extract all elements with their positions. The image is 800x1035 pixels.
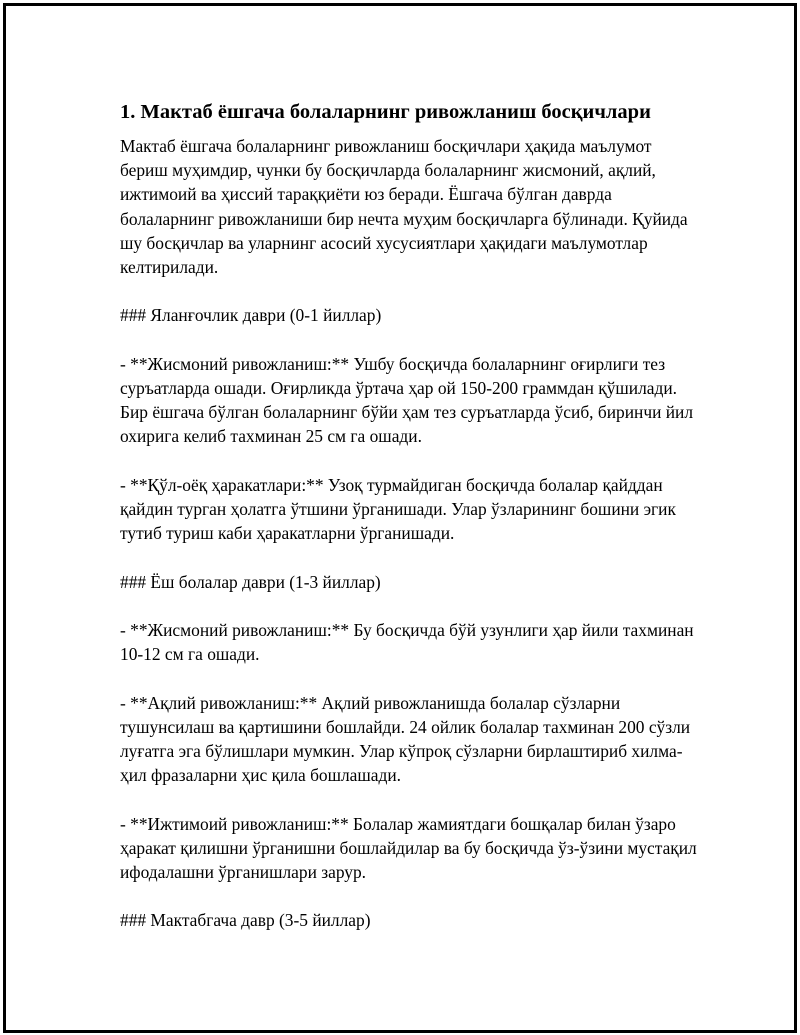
section-heading-preschool: ### Мактабгача давр (3-5 йиллар) — [120, 910, 371, 931]
document-title: 1. Мактаб ёшгача болаларнинг ривожланиш босқичлари — [120, 101, 651, 123]
list-item-physical-development-toddler: - **Жисмоний ривожланиш:** Бу босқичда бўй узунлиги ҳар йили тахминан 10-12 см га ошади. — [120, 619, 694, 665]
list-item-mental-development: - **Ақлий ривожланиш:** Ақлий ривожланишда болалар сўзларни тушунсилаш ва қартишини бошлайди. 24 ойлик болалар тахминан 200 сўзли луғатга эга бўлишлари мумкин. Улар кўпроқ сўзларни бирлаштириб хилма-ҳил фразаларни ҳис қила бошлашади. — [120, 692, 691, 786]
list-item-physical-development: - **Жисмоний ривожланиш:** Ушбу босқичда болаларнинг оғирлиги тез суръатларда ошади. Оғирликда ўртача ҳар ой 150-200 граммдан қўшилади. Бир ёшгача бўлган болаларнинг бўйи ҳам тез суръатларда ўсиб, биринчи йил охирига келиб тахминан 25 см га ошади. — [120, 353, 694, 447]
document-body — [120, 98, 700, 957]
list-item-social-development: - **Ижтимоий ривожланиш:** Болалар жамиятдаги бошқалар билан ўзаро ҳаракат қилишни ўрганишни бошлайдилар ва бу босқичда ўз-ўзини мустақил ифодалашни ўрганишлари зарур. — [120, 813, 697, 882]
section-heading-infancy: ### Яланғочлик даври (0-1 йиллар) — [120, 305, 382, 326]
section-heading-toddler: ### Ёш болалар даври (1-3 йиллар) — [120, 571, 381, 592]
intro-paragraph: Мактаб ёшгача болаларнинг ривожланиш босқичлари ҳақида маълумот бериш муҳимдир, чунки бу босқичларда болаларнинг жисмоний, ақлий, ижтимоий ва ҳиссий тараққиёти юз беради. Ёшгача бўлган даврда болаларнинг ривожланиши бир нечта муҳим босқичларга бўлинади. Қуйида шу босқичлар ва уларнинг асосий хусусиятлари ҳақидаги маълумотлар келтирилади. — [120, 136, 688, 278]
list-item-motor-movements: - **Қўл-оёқ ҳаракатлари:** Узоқ турмайдиган босқичда болалар қайддан қайдин турган ҳолатга ўтшини ўрганишади. Улар ўзларининг бошини эгик тутиб туриш каби ҳаракатларни ўрганишади. — [120, 474, 676, 544]
page-frame — [3, 3, 797, 1033]
